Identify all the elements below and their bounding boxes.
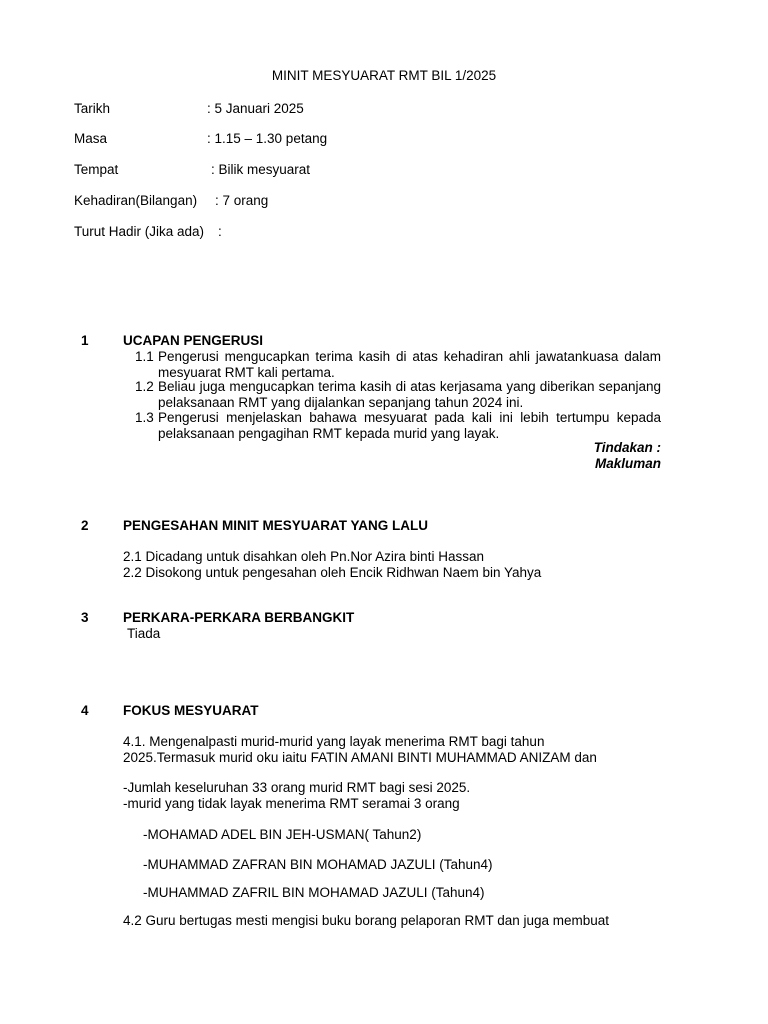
jumlah-murid: -Jumlah keseluruhan 33 orang murid RMT bagi sesi 2025. [123,780,471,795]
item-1-2-number: 1.2 [135,379,154,394]
item-1-3-number: 1.3 [135,410,154,425]
section-1-heading: UCAPAN PENGERUSI [123,333,264,348]
section-3-number: 3 [81,610,89,625]
masa-label: Masa [74,131,108,146]
item-1-2-text: Beliau juga mengucapkan terima kasih di atas kerjasama yang diberikan sepanjang pelaksanaan RMT yang dijalankan sepanjang tahun 2024 ini. [158,379,661,410]
tempat-label: Tempat [74,162,119,177]
section-4-number: 4 [81,703,89,718]
tindakan-label: Tindakan : [593,440,661,455]
item-2-1: 2.1 Dicadang untuk disahkan oleh Pn.Nor Azira binti Hassan [123,549,484,564]
section-3-text: Tiada [127,626,161,641]
section-1-number: 1 [81,333,89,348]
document-title: MINIT MESYUARAT RMT BIL 1/2025 [271,68,497,83]
section-4-heading: FOKUS MESYUARAT [123,703,259,718]
item-1-1-number: 1.1 [135,349,154,364]
tindakan-value: Makluman [594,456,661,471]
item-4-1-line-1: 4.1. Mengenalpasti murid-murid yang layak menerima RMT bagi tahun [123,734,545,749]
turut-hadir-label: Turut Hadir (Jika ada) [74,224,205,239]
kehadiran-value: : 7 orang [215,193,269,208]
kehadiran-label: Kehadiran(Bilangan) [74,193,198,208]
item-4-1-line-2: 2025.Termasuk murid oku iaitu FATIN AMANI BINTI MUHAMMAD ANIZAM dan [123,750,597,765]
section-3-heading: PERKARA-PERKARA BERBANGKIT [123,610,355,625]
masa-value: : 1.15 – 1.30 petang [207,131,328,146]
turut-hadir-value: : [218,224,222,239]
tarikh-value: : 5 Januari 2025 [207,101,304,116]
name-list-item: -MOHAMAD ADEL BIN JEH-USMAN( Tahun2) [143,827,422,842]
tempat-value: : Bilik mesyuarat [211,162,311,177]
tarikh-label: Tarikh [74,101,111,116]
item-1-1-text: Pengerusi mengucapkan terima kasih di atas kehadiran ahli jawatankuasa dalam mesyuarat RMT kali pertama. [158,349,661,380]
item-1-3-text: Pengerusi menjelaskan bahawa mesyuarat pada kali ini lebih tertumpu kepada pelaksanaan pengagihan RMT kepada murid yang layak. [158,410,661,441]
section-2-heading: PENGESAHAN MINIT MESYUARAT YANG LALU [123,518,429,533]
item-4-2: 4.2 Guru bertugas mesti mengisi buku borang pelaporan RMT dan juga membuat [123,913,610,928]
murid-tidak-layak: -murid yang tidak layak menerima RMT seramai 3 orang [123,796,460,811]
name-list-item: -MUHAMMAD ZAFRIL BIN MOHAMAD JAZULI (Tahun4) [143,885,485,900]
item-2-2: 2.2 Disokong untuk pengesahan oleh Encik Ridhwan Naem bin Yahya [123,565,542,580]
name-list-item: -MUHAMMAD ZAFRAN BIN MOHAMAD JAZULI (Tahun4) [143,857,493,872]
section-2-number: 2 [81,518,89,533]
